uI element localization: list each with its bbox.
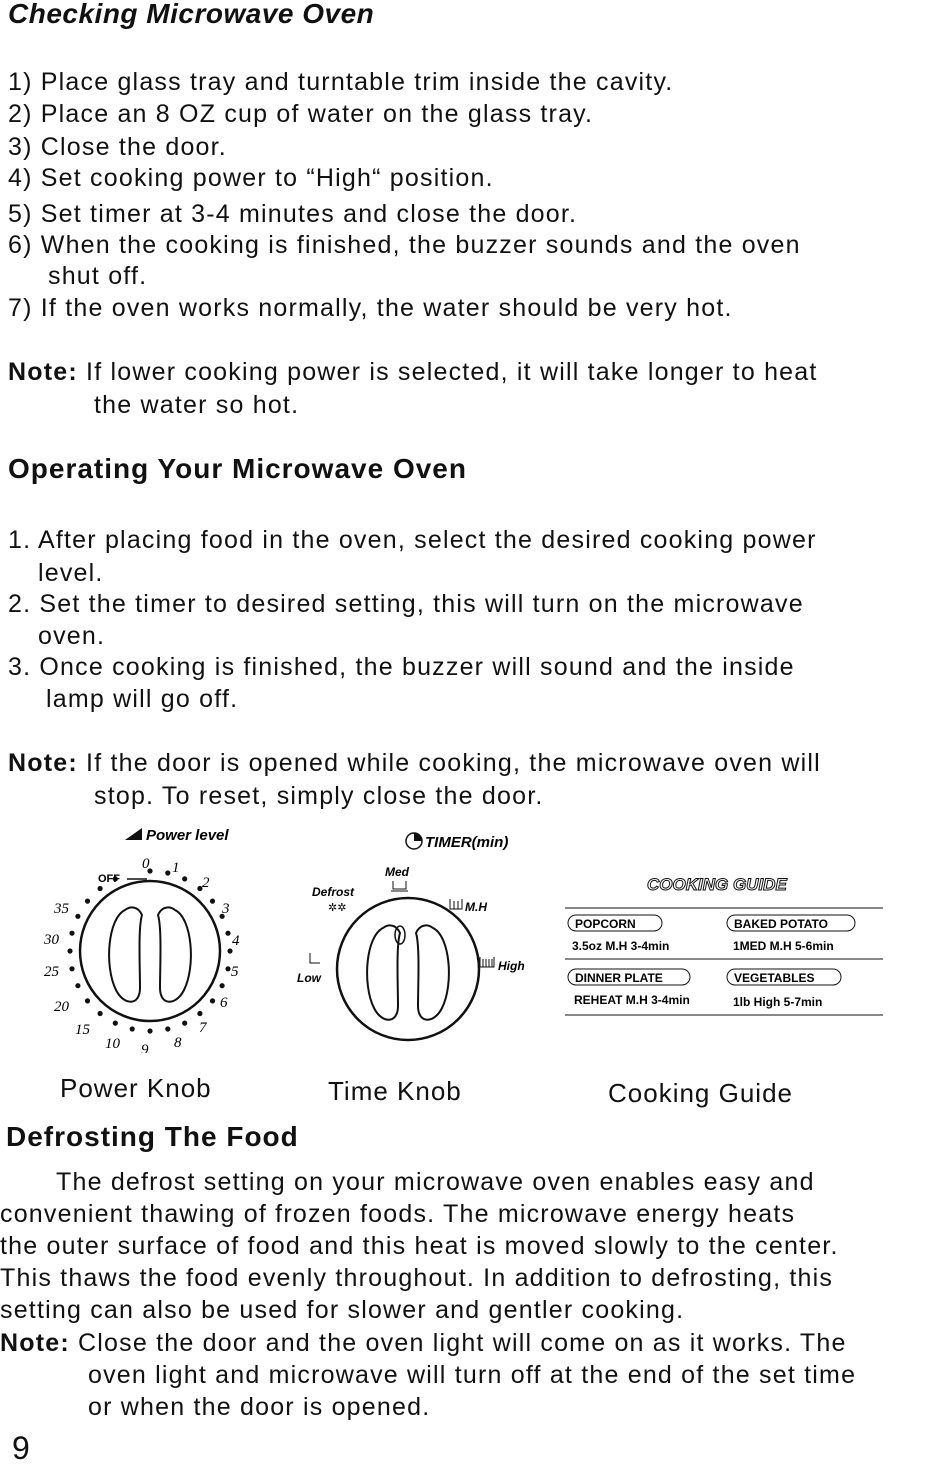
power-num-7: 7 <box>199 1020 207 1036</box>
page-number: 9 <box>12 1430 30 1466</box>
power-num-2: 2 <box>202 875 210 891</box>
power-num-1: 1 <box>172 860 180 876</box>
dial-dot <box>225 966 230 971</box>
power-knob-grip-left <box>109 907 142 1001</box>
dial-dot <box>147 1028 152 1033</box>
label-med: Med <box>385 865 409 879</box>
high-icon <box>480 957 494 967</box>
power-knob-dots <box>67 868 232 1033</box>
defrost-para-5: setting can also be used for slower and gentler cooking. <box>0 1296 685 1324</box>
power-num-30: 30 <box>44 932 59 948</box>
label-high: High <box>498 959 525 973</box>
power-num-15: 15 <box>75 1022 90 1038</box>
dial-dot <box>69 931 74 936</box>
dial-dot <box>75 914 80 919</box>
cooking-guide-chart <box>565 868 890 1023</box>
popcorn-label: POPCORN <box>575 917 636 931</box>
power-num-3: 3 <box>222 901 230 917</box>
power-num-5: 5 <box>231 964 239 980</box>
cooking-guide-title: COOKING GUIDE <box>647 875 787 894</box>
dial-dot <box>67 948 72 953</box>
power-knob-ring <box>80 881 220 1021</box>
note-1 <box>8 358 818 387</box>
defrost-para-1: The defrost setting on your microwave oven enables easy and <box>56 1168 815 1196</box>
section-title-defrosting: Defrosting The Food <box>6 1121 299 1152</box>
power-num-10: 10 <box>105 1036 120 1052</box>
dinner-plate-detail: REHEAT M.H 3-4min <box>574 993 690 1007</box>
dial-dot <box>85 899 90 904</box>
power-level-icon <box>125 828 142 840</box>
defrost-para-4: This thaws the food evenly throughout. In addition to defrosting, this <box>0 1264 834 1292</box>
vegetables-label: VEGETABLES <box>734 971 815 985</box>
dial-dot <box>85 998 90 1003</box>
step-5: 5) Set timer at 3-4 minutes and close the door. <box>8 200 578 228</box>
timer-icon-fill <box>414 833 422 841</box>
dial-dot <box>98 1011 103 1016</box>
dial-dot <box>113 1021 118 1026</box>
dial-dot <box>210 998 215 1003</box>
power-num-25: 25 <box>44 964 59 980</box>
vegetables-detail: 1lb High 5-7min <box>733 995 823 1009</box>
time-knob-grip-right <box>416 925 449 1019</box>
step-6: 6) When the cooking is finished, the buzzer sounds and the oven <box>8 231 801 259</box>
note-1-cont: the water so hot. <box>94 391 300 419</box>
label-defrost: Defrost <box>312 885 355 899</box>
dial-dot <box>165 1026 170 1031</box>
defrost-icon: ✲✲ <box>328 902 347 914</box>
cooking-guide-caption: Cooking Guide <box>608 1078 793 1108</box>
power-num-4: 4 <box>232 933 240 949</box>
dial-dot <box>227 948 232 953</box>
popcorn-detail: 3.5oz M.H 3-4min <box>572 939 670 953</box>
dial-dot <box>197 1011 202 1016</box>
baked-potato-label: BAKED POTATO <box>734 917 829 931</box>
power-knob-diagram <box>30 818 290 1053</box>
dial-dot <box>220 983 225 988</box>
note-label: Note: <box>8 749 78 777</box>
dinner-plate-label: DINNER PLATE <box>575 971 663 985</box>
dial-dot <box>225 931 230 936</box>
op-step-1: 1. After placing food in the oven, select the desired cooking power <box>8 526 817 554</box>
op-step-2: 2. Set the timer to desired setting, this will turn on the microwave <box>8 590 804 618</box>
step-1: 1) Place glass tray and turntable trim inside the cavity. <box>8 68 674 96</box>
dial-dot <box>182 1021 187 1026</box>
step-7: 7) If the oven works normally, the water should be very hot. <box>8 294 733 322</box>
note-3-cont-1: oven light and microwave will turn off at the end of the set time <box>88 1361 857 1389</box>
note-3 <box>0 1329 847 1358</box>
note-text: Close the door and the oven light will come on as it works. The <box>78 1329 847 1357</box>
dial-dot <box>182 876 187 881</box>
baked-potato-detail: 1MED M.H 5-6min <box>733 939 834 953</box>
dial-dot <box>75 983 80 988</box>
time-knob-diagram <box>290 825 540 1055</box>
note-text: If lower cooking power is selected, it will take longer to heat <box>86 358 818 386</box>
dial-dot <box>130 1026 135 1031</box>
op-step-3: 3. Once cooking is finished, the buzzer will sound and the inside <box>8 653 795 681</box>
note-label: Note: <box>0 1329 70 1357</box>
note-text: If the door is opened while cooking, the microwave oven will <box>86 749 821 777</box>
mh-icon <box>450 899 462 909</box>
step-3: 3) Close the door. <box>8 133 227 161</box>
label-low: Low <box>297 971 321 985</box>
label-mh: M.H <box>465 900 487 914</box>
power-level-header: Power level <box>146 827 229 844</box>
off-label: OFF <box>98 873 120 885</box>
op-step-3-cont: lamp will go off. <box>46 685 239 713</box>
power-num-6: 6 <box>220 995 228 1011</box>
power-num-0: 0 <box>142 856 150 872</box>
dial-dot <box>69 966 74 971</box>
power-num-20: 20 <box>54 999 69 1015</box>
op-step-2-cont: oven. <box>38 622 106 650</box>
step-2: 2) Place an 8 OZ cup of water on the glass tray. <box>8 100 594 128</box>
med-icon <box>391 881 408 891</box>
section-title-checking: Checking Microwave Oven <box>8 0 375 29</box>
timer-header: TIMER(min) <box>425 834 509 851</box>
time-knob-caption: Time Knob <box>328 1076 462 1106</box>
time-knob-ring <box>337 898 479 1040</box>
power-num-35: 35 <box>54 901 69 917</box>
step-6-cont: shut off. <box>48 262 148 290</box>
defrost-para-2: convenient thawing of frozen foods. The microwave energy heats <box>0 1200 796 1228</box>
power-knob-grip-right <box>158 907 191 1001</box>
dial-dot <box>98 886 103 891</box>
note-2 <box>8 749 821 778</box>
defrost-para-3: the outer surface of food and this heat is moved slowly to the center. <box>0 1232 839 1260</box>
low-icon <box>310 953 320 963</box>
section-title-operating: Operating Your Microwave Oven <box>8 453 467 484</box>
note-3-cont-2: or when the door is opened. <box>88 1393 431 1421</box>
dial-dot <box>165 870 170 875</box>
note-2-cont: stop. To reset, simply close the door. <box>94 782 544 810</box>
note-label: Note: <box>8 358 78 386</box>
power-num-9: 9 <box>141 1042 149 1053</box>
power-num-8: 8 <box>174 1035 182 1051</box>
step-4: 4) Set cooking power to “High“ position. <box>8 164 494 192</box>
power-knob-caption: Power Knob <box>60 1073 212 1103</box>
op-step-1-cont: level. <box>38 559 104 587</box>
dial-dot <box>210 899 215 904</box>
